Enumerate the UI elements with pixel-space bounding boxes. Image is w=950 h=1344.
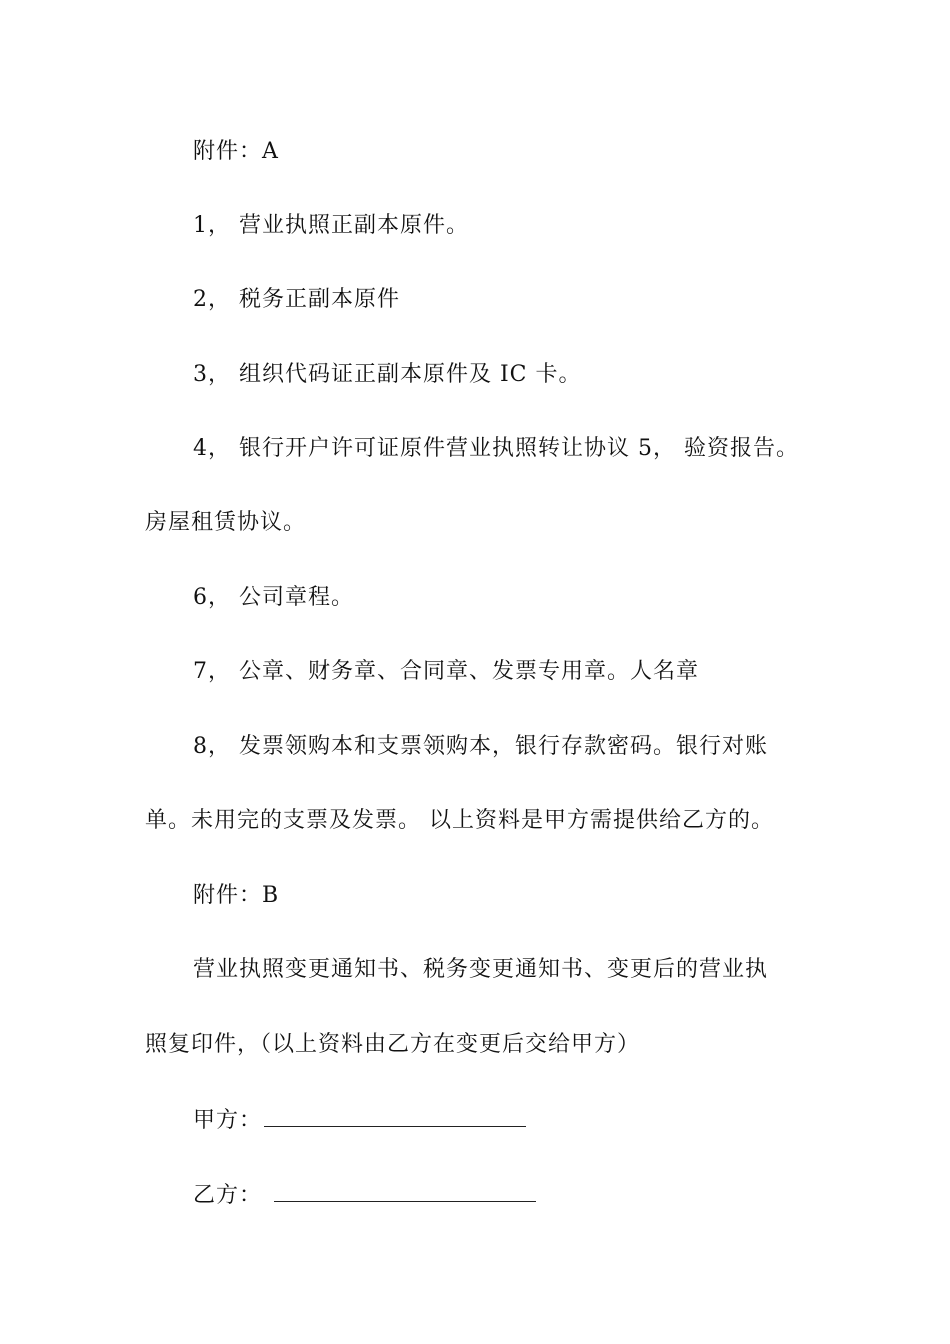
list-item-8: 8， 发票领购本和支票领购本，银行存款密码。银行对账: [193, 734, 768, 759]
list-item-2: 2， 税务正副本原件: [193, 287, 400, 312]
appendix-b-text: 营业执照变更通知书、税务变更通知书、变更后的营业执: [193, 957, 769, 982]
party-a-signature-line: [264, 1104, 526, 1127]
appendix-b-heading: 附件：B: [193, 883, 280, 908]
list-item-1: 1， 营业执照正副本原件。: [193, 213, 469, 238]
list-item-6: 6， 公司章程。: [193, 585, 354, 610]
list-item-4-continued: 房屋租赁协议。: [145, 510, 307, 535]
list-item-7: 7， 公章、财务章、合同章、发票专用章。人名章: [193, 659, 699, 684]
party-b-signature-row: [193, 1179, 536, 1211]
appendix-a-heading: 附件：A: [193, 139, 279, 164]
list-item-4: 4， 银行开户许可证原件营业执照转让协议 5， 验资报告。: [193, 436, 799, 461]
party-a-signature-row: [193, 1104, 526, 1136]
party-b-signature-line: [274, 1179, 536, 1202]
list-item-3: 3， 组织代码证正副本原件及 IC 卡。: [193, 362, 582, 387]
appendix-b-text-continued: 照复印件，（以上资料由乙方在变更后交给甲方）: [145, 1032, 641, 1057]
party-a-label: 甲方：: [193, 1108, 263, 1133]
list-item-8-continued: 单。未用完的支票及发票。 以上资料是甲方需提供给乙方的。: [145, 808, 774, 833]
party-b-label: 乙方：: [193, 1183, 263, 1208]
